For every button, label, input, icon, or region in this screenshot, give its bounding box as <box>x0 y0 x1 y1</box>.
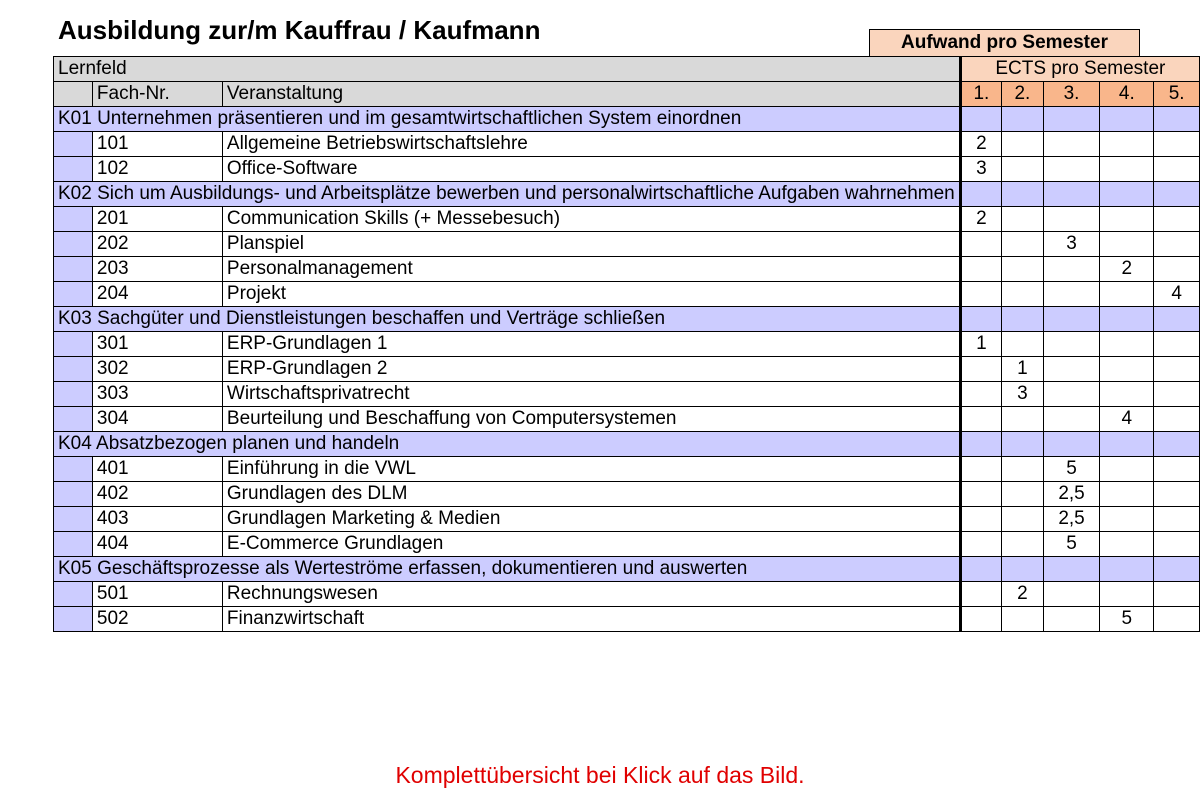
curriculum-table[interactable] <box>53 56 1200 632</box>
group-row <box>54 557 1200 582</box>
ects-value <box>1043 407 1100 432</box>
semester-2-header: 2. <box>1002 82 1044 107</box>
indent-spacer <box>54 157 93 182</box>
overview-link[interactable]: Komplettübersicht bei Klick auf das Bild. <box>395 762 805 788</box>
course-row <box>54 457 1200 482</box>
group-title: K04 Absatzbezogen planen und handeln <box>54 432 961 457</box>
ects-value <box>1100 132 1154 157</box>
ects-value <box>1002 482 1044 507</box>
group-semester-cell <box>1043 182 1100 207</box>
ects-value <box>1154 232 1200 257</box>
ects-value <box>1002 132 1044 157</box>
ects-value <box>1154 132 1200 157</box>
course-name: Einführung in die VWL <box>222 457 960 482</box>
course-number: 301 <box>92 332 222 357</box>
semester-3-header: 3. <box>1043 82 1100 107</box>
ects-value <box>1154 332 1200 357</box>
fachnr-header: Fach-Nr. <box>92 82 222 107</box>
group-semester-cell <box>1100 432 1154 457</box>
course-number: 402 <box>92 482 222 507</box>
indent-spacer <box>54 407 93 432</box>
ects-value <box>1100 332 1154 357</box>
ects-value: 5 <box>1043 457 1100 482</box>
course-name: Communication Skills (+ Messebesuch) <box>222 207 960 232</box>
ects-value <box>960 457 1001 482</box>
ects-value <box>960 232 1001 257</box>
course-name: Personalmanagement <box>222 257 960 282</box>
course-name: Projekt <box>222 282 960 307</box>
course-name: Planspiel <box>222 232 960 257</box>
indent-spacer <box>54 282 93 307</box>
course-row <box>54 532 1200 557</box>
group-row <box>54 307 1200 332</box>
semester-1-header: 1. <box>960 82 1001 107</box>
ects-value <box>1002 232 1044 257</box>
indent-spacer <box>54 507 93 532</box>
course-row <box>54 157 1200 182</box>
group-title: K05 Geschäftsprozesse als Werteströme erfassen, dokumentieren und auswerten <box>54 557 961 582</box>
ects-value <box>1002 457 1044 482</box>
course-number: 203 <box>92 257 222 282</box>
ects-value: 1 <box>1002 357 1044 382</box>
indent-spacer <box>54 532 93 557</box>
indent-spacer <box>54 82 93 107</box>
indent-spacer <box>54 132 93 157</box>
group-row <box>54 182 1200 207</box>
ects-value <box>960 532 1001 557</box>
course-row <box>54 607 1200 632</box>
ects-value <box>1154 532 1200 557</box>
group-semester-cell <box>1002 182 1044 207</box>
group-semester-cell <box>1154 432 1200 457</box>
course-number: 204 <box>92 282 222 307</box>
course-number: 201 <box>92 207 222 232</box>
ects-value: 4 <box>1100 407 1154 432</box>
semester-4-header: 4. <box>1100 82 1154 107</box>
group-semester-cell <box>960 307 1001 332</box>
group-semester-cell <box>1043 307 1100 332</box>
course-number: 202 <box>92 232 222 257</box>
course-number: 404 <box>92 532 222 557</box>
indent-spacer <box>54 607 93 632</box>
course-name: Grundlagen des DLM <box>222 482 960 507</box>
ects-value: 4 <box>1154 282 1200 307</box>
group-title: K02 Sich um Ausbildungs- und Arbeitsplätze bewerben und personalwirtschaftliche Aufgaben wahrnehmen <box>54 182 961 207</box>
group-semester-cell <box>1100 307 1154 332</box>
ects-value <box>1154 257 1200 282</box>
group-semester-cell <box>1002 107 1044 132</box>
course-number: 101 <box>92 132 222 157</box>
course-number: 304 <box>92 407 222 432</box>
ects-value <box>1154 382 1200 407</box>
ects-value <box>1100 482 1154 507</box>
group-semester-cell <box>1100 557 1154 582</box>
group-semester-cell <box>1043 107 1100 132</box>
group-row <box>54 432 1200 457</box>
ects-value <box>1100 232 1154 257</box>
indent-spacer <box>54 232 93 257</box>
group-title: K03 Sachgüter und Dienstleistungen beschaffen und Verträge schließen <box>54 307 961 332</box>
course-row <box>54 132 1200 157</box>
group-semester-cell <box>1043 432 1100 457</box>
ects-value: 2,5 <box>1043 482 1100 507</box>
course-row <box>54 482 1200 507</box>
ects-value <box>1043 282 1100 307</box>
ects-value <box>1002 282 1044 307</box>
group-title: K01 Unternehmen präsentieren und im gesamtwirtschaftlichen System einordnen <box>54 107 961 132</box>
aufwand-header: Aufwand pro Semester <box>869 29 1140 56</box>
course-number: 302 <box>92 357 222 382</box>
ects-value <box>1100 457 1154 482</box>
course-number: 502 <box>92 607 222 632</box>
indent-spacer <box>54 207 93 232</box>
ects-value <box>960 382 1001 407</box>
group-semester-cell <box>960 107 1001 132</box>
ects-value <box>1043 157 1100 182</box>
page-title: Ausbildung zur/m Kauffrau / Kaufmann <box>58 15 541 45</box>
ects-value: 5 <box>1043 532 1100 557</box>
ects-value: 5 <box>1100 607 1154 632</box>
ects-value <box>1100 357 1154 382</box>
ects-value <box>1100 382 1154 407</box>
ects-value <box>960 357 1001 382</box>
veranstaltung-header: Veranstaltung <box>222 82 960 107</box>
course-number: 401 <box>92 457 222 482</box>
course-name: Grundlagen Marketing & Medien <box>222 507 960 532</box>
group-semester-cell <box>1154 307 1200 332</box>
ects-value: 3 <box>960 157 1001 182</box>
ects-value <box>1154 457 1200 482</box>
group-semester-cell <box>1002 307 1044 332</box>
indent-spacer <box>54 257 93 282</box>
ects-value <box>1100 532 1154 557</box>
group-semester-cell <box>1002 432 1044 457</box>
ects-value: 1 <box>960 332 1001 357</box>
lernfeld-header-row <box>54 57 1200 82</box>
ects-value <box>1002 407 1044 432</box>
ects-value <box>1154 407 1200 432</box>
course-name: Wirtschaftsprivatrecht <box>222 382 960 407</box>
course-number: 102 <box>92 157 222 182</box>
course-row <box>54 207 1200 232</box>
ects-value <box>960 282 1001 307</box>
ects-value <box>1154 357 1200 382</box>
group-row <box>54 107 1200 132</box>
course-row <box>54 332 1200 357</box>
group-semester-cell <box>1100 182 1154 207</box>
indent-spacer <box>54 457 93 482</box>
ects-value <box>1043 332 1100 357</box>
course-number: 403 <box>92 507 222 532</box>
ects-value <box>1154 207 1200 232</box>
course-row <box>54 282 1200 307</box>
ects-value <box>1002 207 1044 232</box>
ects-value <box>1100 582 1154 607</box>
group-semester-cell <box>960 182 1001 207</box>
ects-value <box>1002 257 1044 282</box>
course-name: Finanzwirtschaft <box>222 607 960 632</box>
ects-value <box>1043 207 1100 232</box>
ects-value <box>1154 482 1200 507</box>
ects-value <box>960 407 1001 432</box>
course-number: 501 <box>92 582 222 607</box>
ects-value <box>960 507 1001 532</box>
course-name: Rechnungswesen <box>222 582 960 607</box>
course-row <box>54 507 1200 532</box>
ects-value <box>1043 382 1100 407</box>
course-row <box>54 257 1200 282</box>
ects-value <box>1100 157 1154 182</box>
ects-value <box>1002 507 1044 532</box>
ects-value <box>1002 332 1044 357</box>
ects-value <box>1154 157 1200 182</box>
course-number: 303 <box>92 382 222 407</box>
group-semester-cell <box>1154 107 1200 132</box>
indent-spacer <box>54 382 93 407</box>
ects-value <box>1100 507 1154 532</box>
ects-value: 2 <box>1100 257 1154 282</box>
column-header-row <box>54 82 1200 107</box>
course-name: ERP-Grundlagen 2 <box>222 357 960 382</box>
ects-value <box>1043 607 1100 632</box>
ects-value <box>960 582 1001 607</box>
ects-value <box>1100 207 1154 232</box>
ects-value: 3 <box>1002 382 1044 407</box>
course-name: Office-Software <box>222 157 960 182</box>
ects-value <box>1043 257 1100 282</box>
ects-value: 2 <box>1002 582 1044 607</box>
ects-value: 2 <box>960 132 1001 157</box>
group-semester-cell <box>960 432 1001 457</box>
group-semester-cell <box>1043 557 1100 582</box>
course-row <box>54 407 1200 432</box>
ects-value <box>1154 507 1200 532</box>
course-name: E-Commerce Grundlagen <box>222 532 960 557</box>
ects-value <box>960 482 1001 507</box>
group-semester-cell <box>1154 182 1200 207</box>
lernfeld-header: Lernfeld <box>54 57 961 82</box>
ects-value <box>1100 282 1154 307</box>
course-row <box>54 232 1200 257</box>
group-semester-cell <box>1154 557 1200 582</box>
ects-value: 3 <box>1043 232 1100 257</box>
ects-value <box>1154 582 1200 607</box>
indent-spacer <box>54 332 93 357</box>
group-semester-cell <box>1002 557 1044 582</box>
course-name: Allgemeine Betriebswirtschaftslehre <box>222 132 960 157</box>
ects-value: 2,5 <box>1043 507 1100 532</box>
course-row <box>54 357 1200 382</box>
ects-value <box>1043 582 1100 607</box>
course-row <box>54 582 1200 607</box>
course-row <box>54 382 1200 407</box>
course-name: Beurteilung und Beschaffung von Computersystemen <box>222 407 960 432</box>
ects-value <box>1002 157 1044 182</box>
ects-value <box>1002 532 1044 557</box>
ects-value <box>1043 357 1100 382</box>
indent-spacer <box>54 582 93 607</box>
group-semester-cell <box>960 557 1001 582</box>
ects-value <box>960 257 1001 282</box>
ects-value: 2 <box>960 207 1001 232</box>
ects-value <box>1154 607 1200 632</box>
ects-value <box>1002 607 1044 632</box>
semester-5-header: 5. <box>1154 82 1200 107</box>
indent-spacer <box>54 482 93 507</box>
indent-spacer <box>54 357 93 382</box>
ects-value <box>1043 132 1100 157</box>
group-semester-cell <box>1100 107 1154 132</box>
ects-value <box>960 607 1001 632</box>
ects-header: ECTS pro Semester <box>960 57 1199 82</box>
course-name: ERP-Grundlagen 1 <box>222 332 960 357</box>
